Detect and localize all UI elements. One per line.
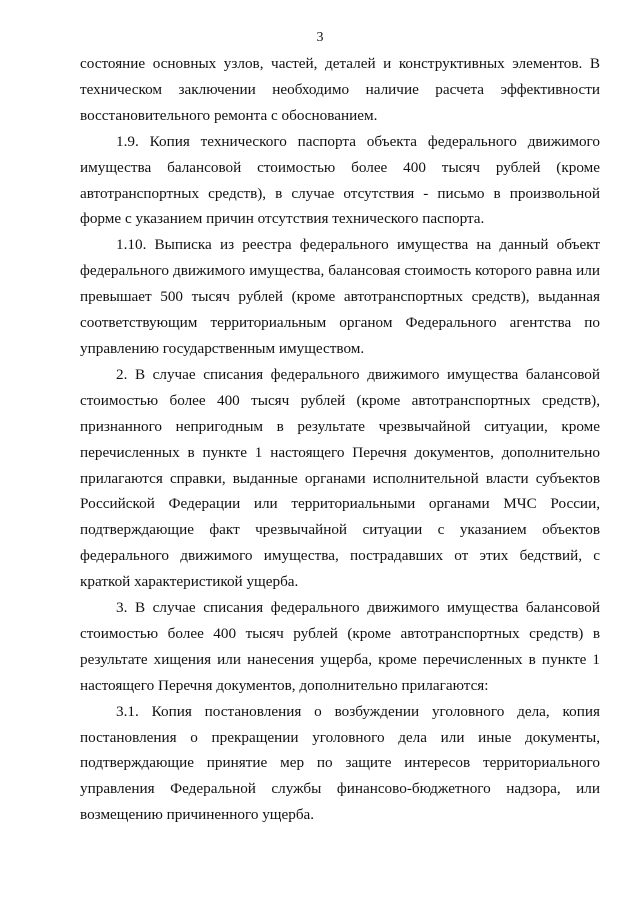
paragraph-3: 3. В случае списания федерального движимого имущества балансовой стоимостью более 400 тысяч рублей (кроме автотранспортных средств) в результате хищения или нанесения ущерба, кроме перечисленных в пункте 1 настоящего Перечня документов, дополнительно прилагаются:: [80, 599, 600, 694]
page-number: 3: [316, 30, 324, 45]
paragraph-2: 2. В случае списания федерального движимого имущества балансовой стоимостью более 400 тысяч рублей (кроме автотранспортных средств), признанного непригодным в результате чрезвычайной ситуации, кроме перечисленных в пункте 1 настоящего Перечня документов, дополнительно прилагаются справки, выданные органами исполнительной власти субъектов Российской Федерации или территориальными органами МЧС России, подтверждающие факт чрезвычайной ситуации с указанием объектов федерального движимого имущества, пострадавших от этих бедствий, с краткой характеристикой ущерба.: [80, 365, 600, 591]
paragraph-1-9: 1.9. Копия технического паспорта объекта федерального движимого имущества балансовой стоимостью более 400 тысяч рублей (кроме автотранспортных средств), в случае отсутствия - письмо в произвольной форме с указанием причин отсутствия технического паспорта.: [80, 132, 600, 228]
paragraph-1-10: 1.10. Выписка из реестра федерального имущества на данный объект федерального движимого имущества, балансовая стоимость которого равна или превышает 500 тысяч рублей (кроме автотранспортных средств), выданная соответствующим территориальным органом Федерального агентства по управлению государственным имуществом.: [80, 236, 600, 357]
paragraph-3-1: 3.1. Копия постановления о возбуждении уголовного дела, копия постановления о прекращении уголовного дела или иные документы, подтверждающие принятие мер по защите интересов территориального управления Федеральной службы финансово-бюджетного надзора, или возмещению причиненного ущерба.: [80, 702, 600, 824]
paragraph-continuation: состояние основных узлов, частей, деталей и конструктивных элементов. В техническом заключении необходимо наличие расчета эффективности восстановительного ремонта с обоснованием.: [80, 55, 600, 124]
document-body: [80, 51, 600, 828]
